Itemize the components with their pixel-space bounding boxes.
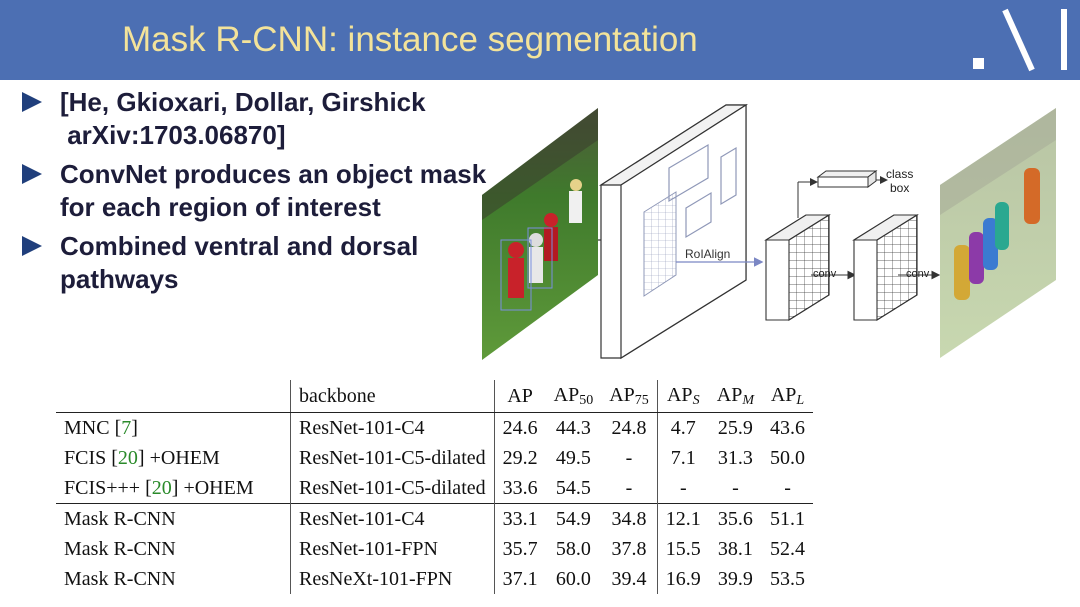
backbone-header: backbone	[291, 380, 495, 413]
table-row	[56, 534, 813, 564]
ap-cell: 35.7	[494, 534, 546, 564]
feature-map	[601, 105, 746, 358]
apl-cell: 51.1	[762, 504, 813, 535]
backbone-cell: ResNet-101-C4	[291, 504, 495, 535]
ap-cell: 29.2	[494, 443, 546, 473]
backbone-cell: ResNet-101-C5-dilated	[291, 473, 495, 504]
ap-cell: 24.6	[494, 413, 546, 444]
aps-cell: 7.1	[657, 443, 709, 473]
ap75-cell: 37.8	[611, 537, 647, 560]
bullet-item	[22, 86, 492, 152]
citation-link[interactable]: 20	[151, 476, 172, 499]
conv-label-1: conv	[813, 268, 837, 280]
ap50-cell: 54.5	[555, 476, 591, 499]
apl-header: $AP_L$	[762, 380, 813, 413]
bullet-item	[22, 158, 492, 224]
apm-cell: 35.6	[709, 504, 762, 535]
apl-cell: 52.4	[770, 537, 806, 560]
method-cell: FCIS [20] +OHEM	[64, 446, 220, 469]
table-row	[56, 564, 813, 594]
ap50-header: $AP_{50}$	[546, 380, 602, 413]
logo-icon	[960, 6, 1075, 76]
box-label: box	[890, 181, 910, 195]
aps-cell: 15.5	[657, 534, 709, 564]
results-table	[56, 380, 813, 594]
ap50-cell: 49.5	[555, 446, 591, 469]
aps-cell: 4.7	[657, 413, 709, 444]
title-bar	[0, 0, 1080, 80]
apl-cell: -	[784, 476, 791, 499]
apm-cell: 39.9	[717, 567, 753, 590]
apm-cell: 31.3	[717, 446, 753, 469]
backbone-cell: ResNeXt-101-FPN	[291, 564, 495, 594]
ap-cell: 33.6	[494, 473, 546, 504]
bullet-pathways: Combined ventral and dorsal pathways	[60, 231, 419, 294]
ap50-cell: 60.0	[555, 567, 591, 590]
roialign-label: RoIAlign	[685, 247, 731, 261]
bullet-item	[22, 230, 492, 296]
method-cell: Mask R-CNN	[56, 504, 291, 535]
table-row	[56, 473, 813, 504]
table-header-row	[56, 380, 813, 413]
ap75-header: $AP_{75}$	[601, 380, 657, 413]
table-row	[56, 504, 813, 535]
ap-cell: 33.1	[494, 504, 546, 535]
citation-link[interactable]: 20	[117, 446, 138, 469]
ap75-cell: 39.4	[611, 567, 647, 590]
ap75-cell: 34.8	[601, 504, 657, 535]
slide-title: Mask R-CNN: instance segmentation	[122, 20, 698, 59]
bullet-arrow-icon	[22, 92, 42, 112]
ap-cell: 37.1	[494, 564, 546, 594]
apl-cell: 53.5	[770, 567, 806, 590]
bullet-arrow-icon	[22, 236, 42, 256]
backbone-cell: ResNet-101-C5-dilated	[291, 443, 495, 473]
apm-cell: -	[732, 476, 739, 499]
ap50-cell: 54.9	[546, 504, 602, 535]
table-row	[56, 443, 813, 473]
method-header	[56, 380, 291, 413]
aps-cell: -	[657, 473, 709, 504]
bullet-list	[22, 86, 492, 302]
bullet-citation: [He, Gkioxari, Dollar, Girshick arXiv:1703.06870]	[60, 87, 426, 150]
backbone-cell: ResNet-101-C4	[291, 413, 495, 444]
apm-cell: 38.1	[717, 537, 753, 560]
aps-header: $AP_S$	[657, 380, 709, 413]
citation-link[interactable]: 7	[121, 416, 132, 439]
ap75-cell: -	[625, 446, 633, 469]
architecture-diagram	[476, 100, 1066, 365]
backbone-cell: ResNet-101-FPN	[291, 534, 495, 564]
fc-block	[818, 171, 876, 187]
aps-cell: 16.9	[657, 564, 709, 594]
ap-header: AP	[494, 380, 546, 413]
aps-cell: 12.1	[657, 504, 709, 535]
bullet-arrow-icon	[22, 164, 42, 184]
method-cell: Mask R-CNN	[64, 537, 176, 560]
apl-cell: 43.6	[770, 416, 806, 439]
ap50-cell: 58.0	[555, 537, 591, 560]
output-mask-image	[940, 108, 1056, 358]
ap75-cell: -	[625, 476, 633, 499]
ap50-cell: 44.3	[555, 416, 591, 439]
apl-cell: 50.0	[770, 446, 806, 469]
table-row	[56, 413, 813, 444]
method-cell: MNC [7]	[64, 416, 138, 439]
apm-header: $AP_M$	[709, 380, 762, 413]
method-cell: FCIS+++ [20] +OHEM	[64, 476, 254, 499]
input-image	[482, 108, 598, 360]
class-label: class	[886, 167, 914, 181]
apm-cell: 25.9	[717, 416, 753, 439]
conv-label-2: conv	[906, 268, 930, 280]
bullet-convnet-mask: ConvNet produces an object mask for each region of interest	[60, 159, 487, 222]
ap75-cell: 24.8	[611, 416, 647, 439]
method-cell: Mask R-CNN	[64, 567, 176, 590]
